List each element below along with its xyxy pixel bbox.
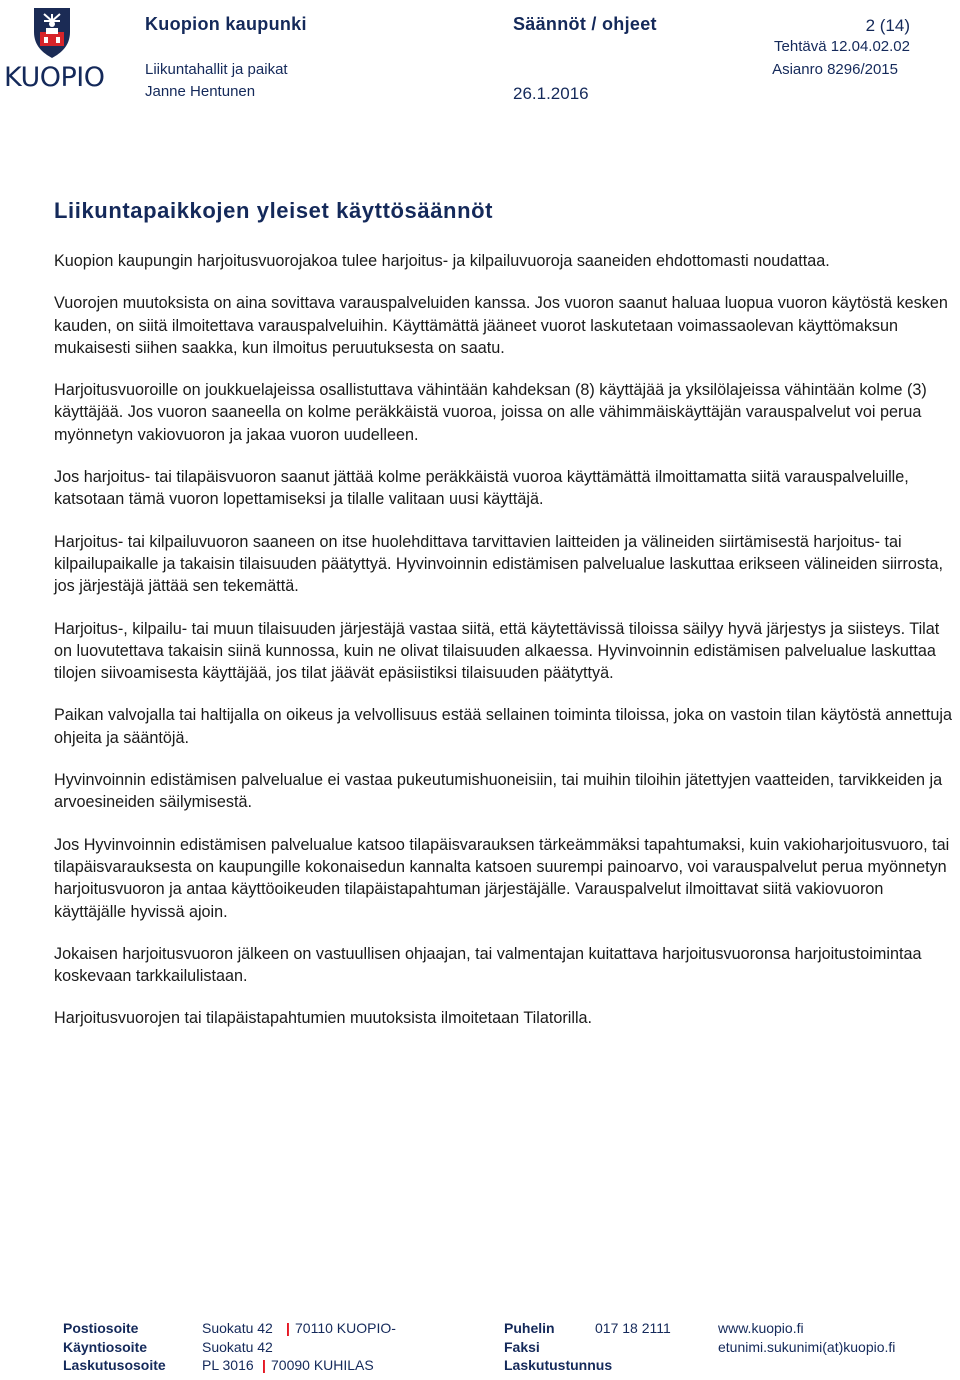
department-name: Liikuntahallit ja paikat [145,61,288,78]
footer-row-postal [63,1320,943,1339]
contact-footer [63,1320,943,1376]
paragraph: Vuorojen muutoksista on aina sovittava varauspalveluiden kanssa. Jos vuoron saanut haluaa luopua vuoron käytöstä kesken kauden, on siitä ilmoitettava varauspalveluihin. Käyttämättä jääneet vuorot laskutetaan voimassaolevan käyttömaksun mukaisesti siihen saakka, kun ilmoitus peruutuksesta on saatu. [54,294,948,357]
logo-wordmark: KUOPIO [4,62,105,93]
paragraph: Harjoitus-, kilpailu- tai muun tilaisuuden järjestäjä vastaa siitä, että käytettävissä tiloissa säilyy hyvä järjestys ja siisteys. Tilat on luovutettava takaisin siinä kunnossa, kuin ne olivat tilaisuuden alkaessa. Hyvinvoinnin edistämisen palvelualue laskuttaa tilojen siivoamisesta käyttäjää, jos tilat jäävät epäsiistiksi tilaisuuden päätyttyä. [54,619,940,683]
paragraph: Harjoitusvuoroille on joukkuelajeissa osallistuttava vähintään kahdeksan (8) käyttäjää ja yksilölajeissa vähintään kolme (3) käyttäjää. Jos vuoron saaneella on kolme peräkkäistä vuoroa, joissa on alle vähimmäiskäyttäjän varauspalvelut voi perua myönnetyn vakiovuoron ja jakaa vuoron uudelleen. [54,381,927,444]
organization-name: Kuopion kaupunki [145,14,307,34]
paragraph: Hyvinvoinnin edistämisen palvelualue ei vastaa pukeutumishuoneisiin, tai muihin tiloihin jätettyjen vaatteiden, tarvikkeiden ja arvoesineiden säilymisestä. [54,771,943,812]
rules-body [54,250,954,1050]
email-link[interactable]: etunimi.sukunimi(at)kuopio.fi [718,1338,896,1355]
postal-street: Suokatu 42 [202,1320,273,1336]
coat-of-arms-icon [4,4,100,62]
billing-po-box: PL 3016 [202,1357,254,1373]
visiting-address-label: Käyntiosoite [63,1338,148,1355]
author-name: Janne Hentunen [145,83,256,100]
document-type: Säännöt / ohjeet [513,14,657,34]
paragraph: Jokaisen harjoitusvuoron jälkeen on vastuullisen ohjaajan, tai valmentajan kuitattava harjoitusvuoronsa harjoitustoimintaa koskevaan tarkkailulistaan. [54,944,922,986]
paragraph: Kuopion kaupungin harjoitusvuorojakoa tulee harjoitus- ja kilpailuvuoroja saaneiden ehdottomasti noudattaa. [54,252,830,270]
visiting-address: Suokatu 42 [202,1338,273,1355]
separator: | [286,1320,290,1336]
page-indicator: 2 (14) [865,16,910,35]
paragraph: Paikan valvojalla tai haltijalla on oikeus ja velvollisuus estää sellainen toiminta tiloissa, joka on vastoin tilan käytöstä annettuja ohjeita ja sääntöjä. [54,706,953,747]
postal-address-label: Postiosoite [63,1320,139,1336]
case-number: Asianro 8296/2015 [772,61,898,78]
postal-city: 70110 KUOPIO- [295,1320,396,1336]
phone-number: 017 18 2111 [595,1320,671,1336]
paragraph: Harjoitus- tai kilpailuvuoron saaneen on itse huolehdittava tarvittavien laitteiden ja välineiden siirtämisestä harjoitus- tai kilpailupaikalle ja takaisin tilaisuuden päätyttyä. Hyvinvoinnin edistämisen palvelualue laskuttaa erikseen välineiden siirrosta, jos järjestäjä jättää sen tekemättä. [54,532,944,596]
kuopio-logo [4,4,105,96]
footer-row-billing [63,1357,943,1376]
task-number: Tehtävä 12.04.02.02 [774,38,910,55]
separator: | [262,1357,266,1373]
website-link[interactable]: www.kuopio.fi [718,1320,804,1336]
billing-id-label: Laskutustunnus [504,1357,613,1373]
paragraph: Harjoitusvuorojen tai tilapäistapahtumien muutoksista ilmoitetaan Tilatorilla. [54,1009,593,1028]
fax-label: Faksi [504,1338,540,1355]
phone-label: Puhelin [504,1320,555,1336]
footer-row-visit [63,1339,943,1358]
billing-address-label: Laskutusosoite [63,1357,166,1373]
document-date: 26.1.2016 [513,84,589,103]
paragraph: Jos harjoitus- tai tilapäisvuoron saanut jättää kolme peräkkäistä vuoroa käyttämättä ilmoittamatta siitä varauspalveluille, katsotaan tämä vuoron lopettamiseksi ja tilalle valitaan uusi käyttäjä. [54,468,909,509]
page-title: Liikuntapaikkojen yleiset käyttösäännöt [54,198,494,223]
billing-city: 70090 KUHILAS [271,1357,374,1373]
paragraph: Jos Hyvinvoinnin edistämisen palvelualue katsoo tilapäisvarauksen tärkeämmäksi tapahtumaksi, kuin vakioharjoitusvuoro, tai tilapäisvarauksesta on kaupungille kokonaisedun kannalta katsoen suurempi painoarvo, voi varauspalvelut perua myönnetyn harjoitusvuoron ja antaa käyttöoikeuden tilapäistapahtuman järjestäjälle. Varauspalvelut ilmoittavat siitä vakiovuoron käyttäjälle hyvissä ajoin. [54,835,950,921]
